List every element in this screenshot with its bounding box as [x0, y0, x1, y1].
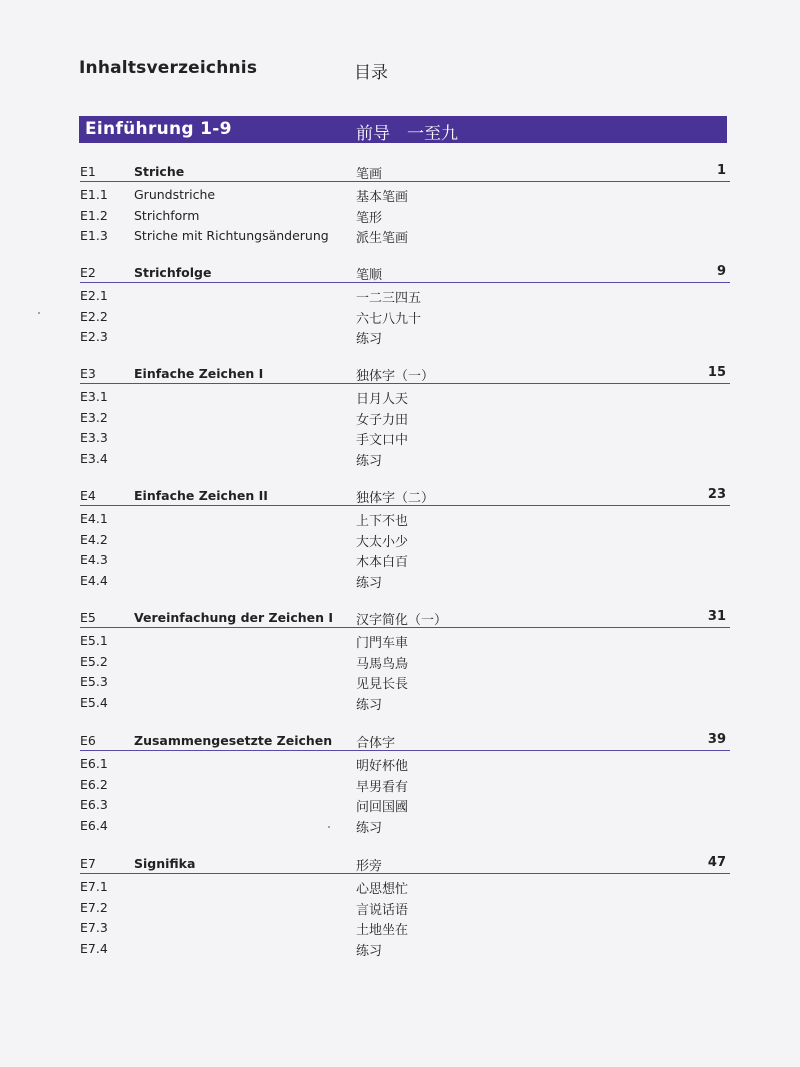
- toc-entry[interactable]: [80, 753, 730, 774]
- entry-title-zh: 土地坐在: [356, 923, 409, 938]
- page-number: 47: [707, 855, 726, 870]
- entry-title-zh: 问回国國: [356, 800, 409, 815]
- toc-section: [80, 487, 730, 590]
- toc-entry[interactable]: [80, 938, 730, 959]
- entry-code: E3.2: [80, 409, 108, 425]
- toc-entry[interactable]: [80, 326, 730, 347]
- entry-code: E3.4: [80, 450, 108, 466]
- entry-code: E5.3: [80, 674, 108, 689]
- entry-title-zh: 明好杯他: [356, 759, 409, 774]
- page-number: 1: [716, 163, 726, 178]
- toc-section: [80, 264, 730, 347]
- page-number: 9: [716, 264, 726, 279]
- section-title: Strichfolge: [134, 265, 212, 280]
- toc-section: [80, 365, 730, 468]
- toc-entry[interactable]: [80, 407, 730, 428]
- entry-code: E5.2: [80, 653, 108, 669]
- entry-title-zh: 一二三四五: [356, 291, 422, 306]
- toc-entry[interactable]: [80, 529, 730, 550]
- toc-entry[interactable]: [80, 306, 730, 327]
- toc-entry[interactable]: [80, 630, 730, 651]
- page-title-de: Inhaltsverzeichnis: [79, 58, 258, 78]
- entry-title-zh: 练习: [356, 332, 383, 347]
- entry-title-zh: 练习: [356, 453, 383, 469]
- section-heading[interactable]: [80, 732, 730, 751]
- entry-title-zh: 女子力田: [356, 412, 409, 428]
- section-code: E1: [80, 164, 96, 179]
- entry-code: E4.3: [80, 552, 108, 567]
- chapter-banner: [79, 116, 727, 143]
- entry-code: E4.4: [80, 572, 108, 588]
- entry-code: E6.4: [80, 817, 108, 833]
- entry-code: E2.3: [80, 329, 108, 344]
- toc-entry[interactable]: [80, 794, 730, 815]
- entry-title: Grundstriche: [134, 187, 216, 202]
- toc-entry[interactable]: [80, 651, 730, 672]
- entry-code: E3.3: [80, 430, 108, 445]
- entry-title-zh: 早男看有: [356, 779, 409, 795]
- toc-section: [80, 609, 730, 712]
- section-title: Einfache Zeichen I: [134, 366, 264, 381]
- toc-section: [80, 855, 730, 958]
- section-title-zh: 笔画: [356, 167, 383, 182]
- section-title: Signifika: [134, 856, 196, 871]
- entry-title-zh: 大太小少: [356, 534, 409, 550]
- entry-code: E5.4: [80, 694, 108, 710]
- section-title: Zusammengesetzte Zeichen: [134, 733, 333, 748]
- page-title-zh: 目录: [354, 63, 388, 83]
- entry-title-zh: 马馬鸟鳥: [356, 656, 409, 672]
- entry-code: E3.1: [80, 389, 108, 404]
- speck: [328, 826, 330, 828]
- entry-title-zh: 派生笔画: [356, 231, 409, 246]
- page-number: 39: [707, 732, 726, 747]
- section-heading[interactable]: [80, 163, 730, 182]
- toc-section: [80, 163, 730, 246]
- toc-entry[interactable]: [80, 671, 730, 692]
- toc-entry[interactable]: [80, 692, 730, 713]
- toc-entry[interactable]: [80, 225, 730, 246]
- entry-code: E4.1: [80, 511, 108, 526]
- section-code: E6: [80, 733, 96, 748]
- entry-title-zh: 练习: [356, 575, 383, 591]
- section-code: E2: [80, 265, 96, 280]
- section-heading[interactable]: [80, 365, 730, 384]
- section-title-zh: 汉字简化（一）: [356, 613, 448, 628]
- entry-title-zh: 练习: [356, 820, 383, 836]
- toc-entry[interactable]: [80, 876, 730, 897]
- entry-title-zh: 上下不也: [356, 514, 409, 529]
- toc-entry[interactable]: [80, 508, 730, 529]
- entry-title-zh: 门門车車: [356, 636, 409, 651]
- page-number: 31: [707, 609, 726, 624]
- entry-code: E2.1: [80, 288, 108, 303]
- toc-entry[interactable]: [80, 184, 730, 205]
- section-heading[interactable]: [80, 264, 730, 283]
- entry-code: E7.2: [80, 899, 108, 915]
- entry-title-zh: 手文口中: [356, 433, 409, 448]
- entry-title-zh: 言说话语: [356, 902, 409, 918]
- toc-entry[interactable]: [80, 386, 730, 407]
- entry-code: E5.1: [80, 633, 108, 648]
- page-number: 23: [707, 487, 726, 502]
- toc-entry[interactable]: [80, 285, 730, 306]
- entry-code: E4.2: [80, 531, 108, 547]
- entry-title-zh: 练习: [356, 697, 383, 713]
- toc-entry[interactable]: [80, 549, 730, 570]
- entry-title-zh: 笔形: [356, 210, 383, 226]
- toc-entry[interactable]: [80, 448, 730, 469]
- section-title-zh: 独体字（二）: [356, 491, 435, 506]
- section-code: E3: [80, 366, 96, 381]
- section-heading[interactable]: [80, 855, 730, 874]
- toc-entry[interactable]: [80, 917, 730, 938]
- entry-title-zh: 日月人天: [356, 392, 409, 407]
- toc-section: [80, 732, 730, 835]
- toc-entry[interactable]: [80, 427, 730, 448]
- section-title: Einfache Zeichen II: [134, 488, 268, 503]
- page-number: 15: [707, 365, 726, 380]
- toc-entry[interactable]: [80, 205, 730, 226]
- section-code: E5: [80, 610, 96, 625]
- section-title: Striche: [134, 164, 185, 179]
- toc-entry[interactable]: [80, 774, 730, 795]
- section-title-zh: 形旁: [356, 859, 383, 874]
- section-heading[interactable]: [80, 487, 730, 506]
- entry-code: E7.4: [80, 940, 108, 956]
- section-title: Vereinfachung der Zeichen I: [134, 610, 334, 625]
- banner-title-de: Einführung 1-9: [85, 119, 232, 139]
- entry-title-zh: 六七八九十: [356, 311, 422, 327]
- section-heading[interactable]: [80, 609, 730, 628]
- entry-title: Strichform: [134, 207, 200, 223]
- section-code: E4: [80, 488, 96, 503]
- section-title-zh: 合体字: [356, 736, 396, 751]
- section-title-zh: 独体字（一）: [356, 369, 435, 384]
- entry-code: E7.1: [80, 879, 108, 894]
- entry-code: E1.1: [80, 187, 108, 202]
- entry-title: Striche mit Richtungsänderung: [134, 228, 329, 243]
- section-title-zh: 笔顺: [356, 268, 383, 283]
- banner-title-zh: 前导 一至九: [356, 124, 458, 144]
- speck: [38, 312, 40, 314]
- entry-title-zh: 基本笔画: [356, 190, 409, 205]
- entry-title-zh: 心思想忙: [356, 882, 409, 897]
- entry-title-zh: 木本白百: [356, 555, 409, 570]
- section-code: E7: [80, 856, 96, 871]
- entry-code: E6.3: [80, 797, 108, 812]
- toc-entry[interactable]: [80, 815, 730, 836]
- entry-code: E6.2: [80, 776, 108, 792]
- entry-code: E1.3: [80, 228, 108, 243]
- entry-title-zh: 见見长長: [356, 677, 409, 692]
- entry-code: E1.2: [80, 207, 108, 223]
- entry-code: E6.1: [80, 756, 108, 771]
- entry-code: E7.3: [80, 920, 108, 935]
- toc-entry[interactable]: [80, 570, 730, 591]
- toc-entry[interactable]: [80, 897, 730, 918]
- entry-title-zh: 练习: [356, 943, 383, 959]
- entry-code: E2.2: [80, 308, 108, 324]
